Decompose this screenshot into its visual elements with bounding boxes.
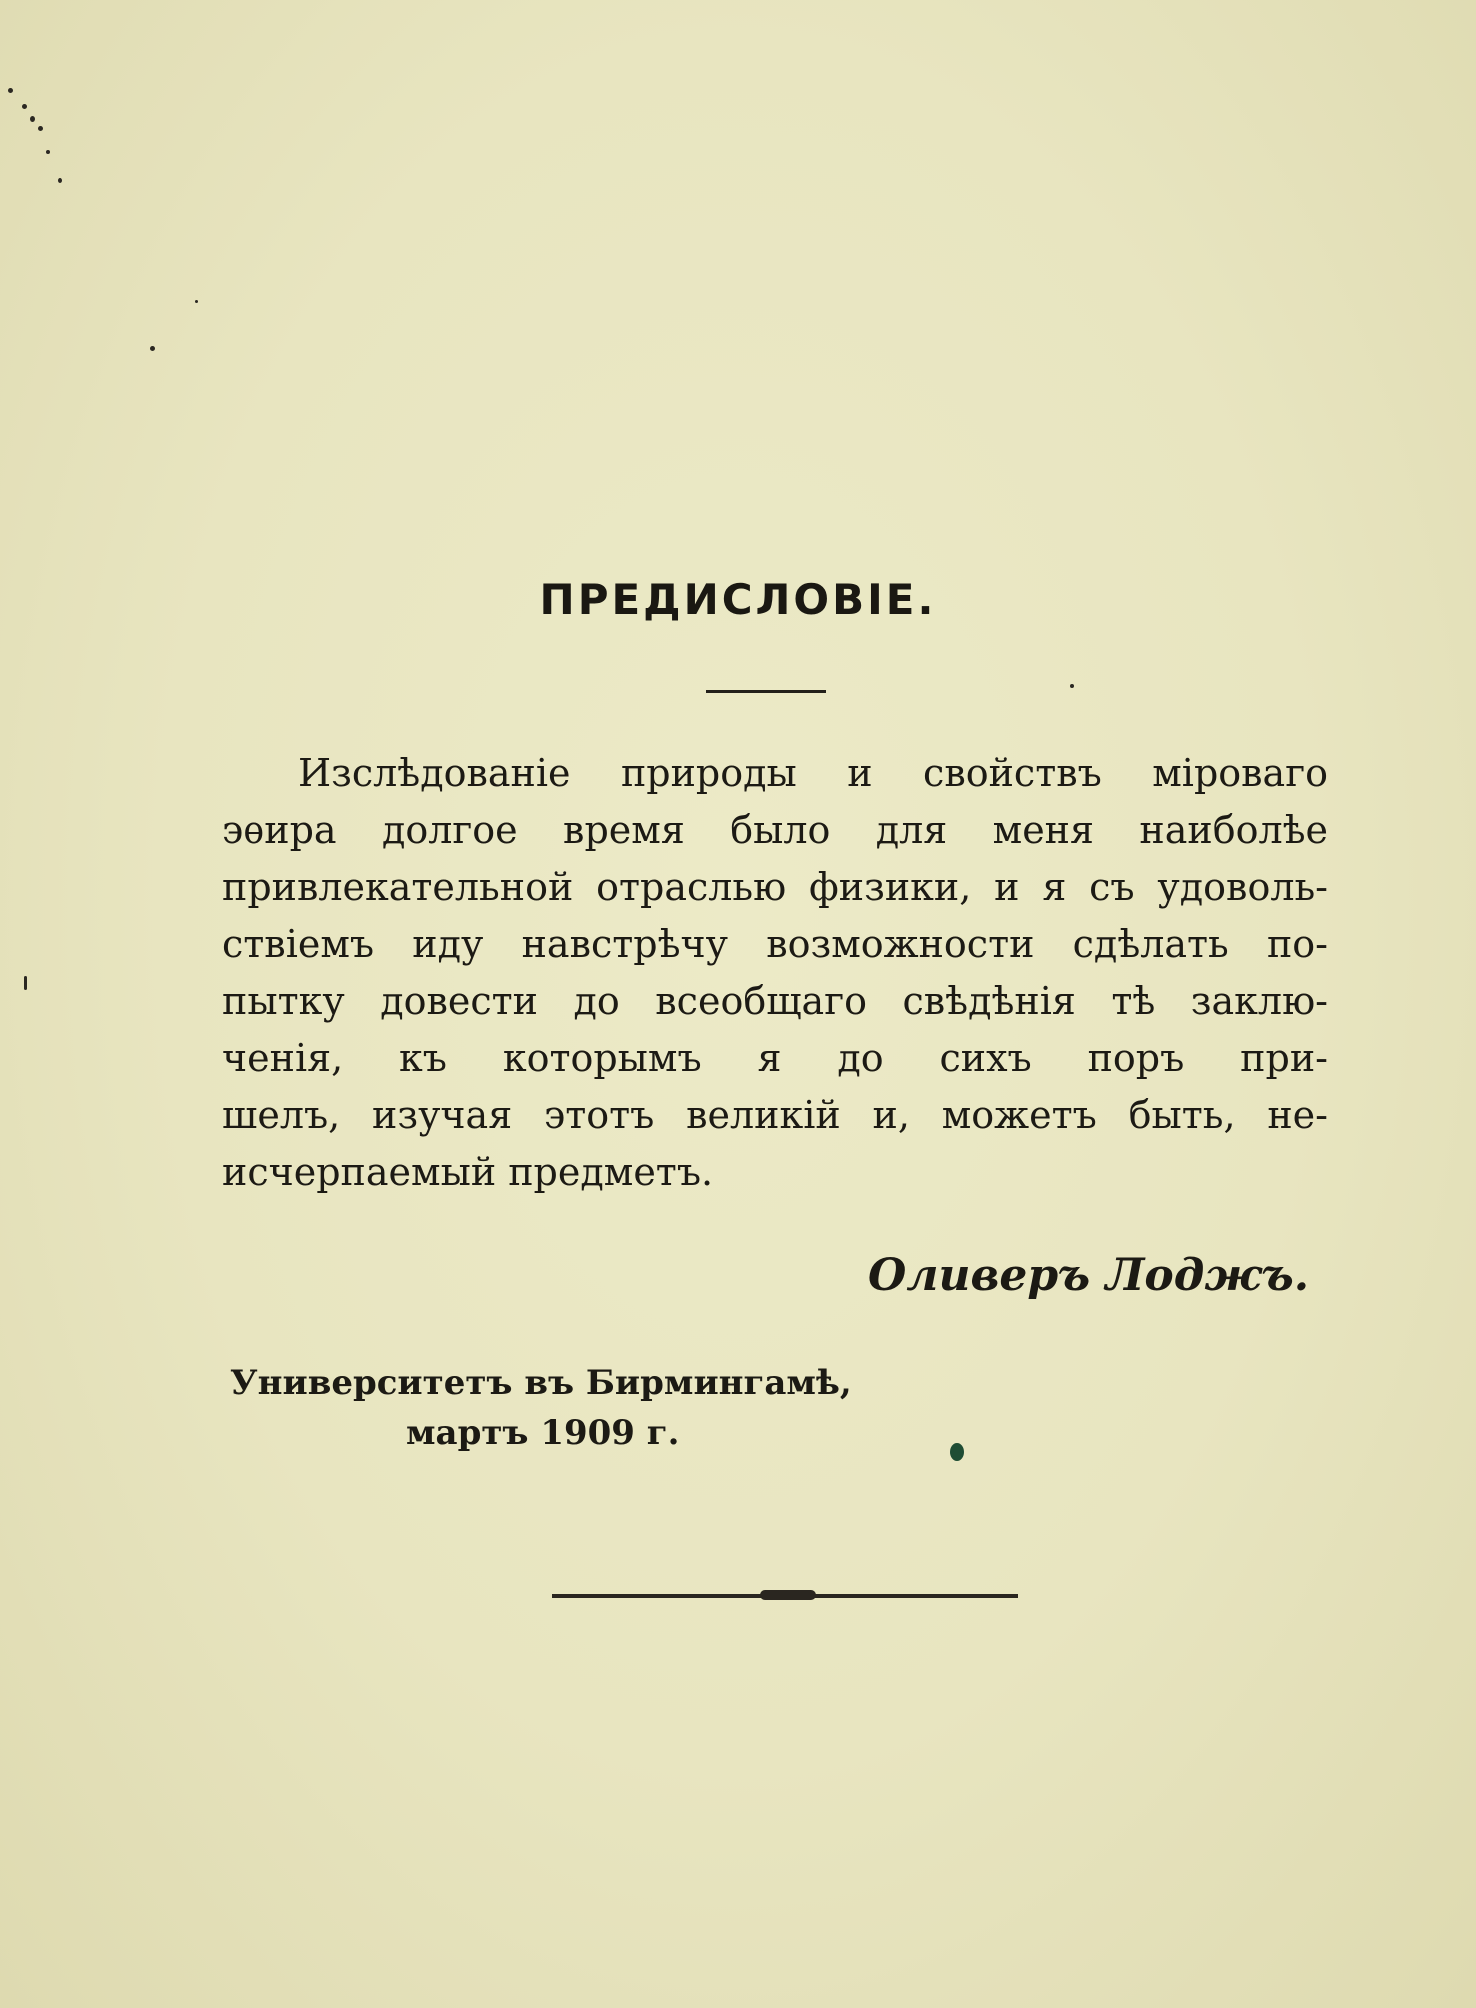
ink-speck [38,126,43,131]
title-rule [706,690,826,693]
place-line: Университетъ въ Бирмингамѣ, [230,1363,852,1403]
place-and-date [230,1358,852,1458]
paragraph-line: пытку довести до всеобщаго свѣдѣнія тѣ заклю- [222,979,1328,1023]
paragraph-line: шелъ, изучая этотъ великій и, можетъ быть, не- [222,1093,1328,1137]
date-line: мартъ 1909 г. [406,1413,680,1453]
ink-speck [150,346,155,351]
author-signature: Оливеръ Лоджъ. [868,1250,1310,1301]
paragraph-line: эѳира долгое время было для меня наиболѣе [222,808,1328,852]
ink-speck [22,104,27,109]
paragraph-line: исчерпаемый предметъ. [222,1150,714,1194]
paragraph-line: ченія, къ которымъ я до сихъ поръ при- [222,1036,1328,1080]
preface-paragraph [222,745,1328,1201]
ink-speck [24,976,27,990]
end-ornament-knot [760,1590,816,1600]
paragraph-line: Изслѣдованіе природы и свойствъ міроваго [298,751,1328,795]
ink-speck [1070,684,1074,688]
ink-speck [195,300,198,303]
paragraph-line: ствіемъ иду навстрѣчу возможности сдѣлать по- [222,922,1328,966]
ink-speck [30,116,35,122]
page-title: ПРЕДИСЛОВІЕ. [539,575,937,624]
ink-blot [950,1443,964,1461]
ink-speck [58,178,62,183]
paragraph-line: привлекательной отраслью физики, и я съ удоволь- [222,865,1328,909]
ink-speck [46,150,50,154]
ink-speck [8,88,13,93]
